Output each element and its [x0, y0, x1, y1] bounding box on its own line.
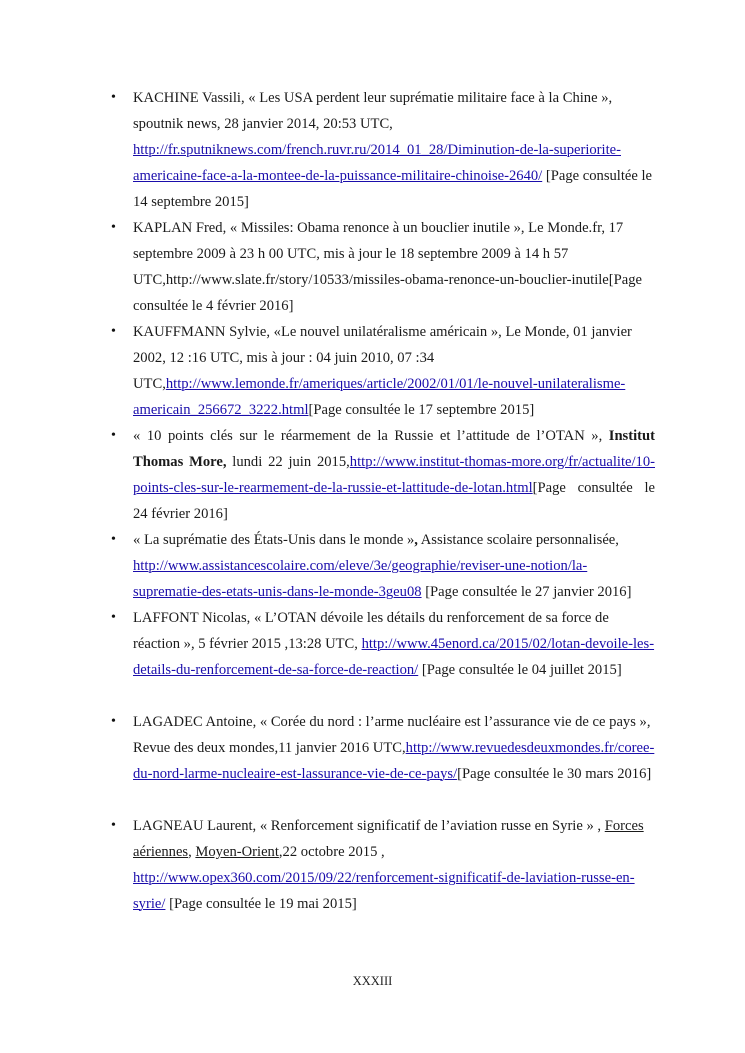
reference-text: « La suprématie des États-Unis dans le monde »	[133, 532, 415, 548]
reference-consulted: [Page consultée le 17 septembre 2015]	[308, 402, 535, 418]
list-item	[133, 813, 655, 917]
reference-link[interactable]: http://www.lemonde.fr/ameriques/article/2002/01/01/le-nouvel-unilateralisme-americain_256672_3222.html	[133, 376, 626, 418]
list-item	[133, 85, 655, 215]
reference-consulted: [Page consultée le 30 mars 2016]	[457, 766, 652, 782]
reference-tag-moyen-orient[interactable]: Moyen-Orient	[195, 844, 279, 860]
reference-link[interactable]: http://fr.sputniknews.com/french.ruvr.ru/2014_01_28/Diminution-de-la-superiorite-americaine-face-a-la-montee-de-la-puissance-militaire-chinoise-2640/	[133, 142, 621, 184]
page-number: XXXIII	[352, 974, 393, 988]
reference-link[interactable]: http://www.assistancescolaire.com/eleve/3e/geographie/reviser-une-notion/la-suprematie-des-etats-unis-dans-le-monde-3geu08	[133, 558, 588, 600]
bibliography-list	[133, 85, 655, 917]
reference-consulted: [Page consultée le 04 juillet 2015]	[418, 662, 622, 678]
reference-date: lundi 22 juin 2015,	[226, 454, 350, 470]
list-item	[133, 423, 655, 527]
reference-text: KAUFFMANN Sylvie, «Le nouvel unilatéralisme américain », Le Monde, 01 janvier 2002, 12 :16 UTC, mis à jour : 04 juin 2010, 07 :34 UTC,	[133, 324, 632, 392]
reference-consulted: [Page consultée le 24 février 2016]	[133, 480, 655, 522]
reference-tag-forces-aeriennes[interactable]: Forces aériennes	[133, 818, 644, 860]
reference-text: LAFFONT Nicolas, « L’OTAN dévoile les détails du renforcement de sa force de réaction », 5 février 2015 ,13:28 UTC,	[133, 610, 609, 652]
reference-source: Assistance scolaire personnalisée,	[417, 532, 619, 548]
reference-text: KACHINE Vassili, « Les USA perdent leur suprématie militaire face à la Chine », spoutnik news, 28 janvier 2014, 20:53 UTC,	[133, 90, 613, 132]
reference-tag-separator: ,	[188, 844, 196, 860]
reference-text: LAGNEAU Laurent, « Renforcement significatif de l’aviation russe en Syrie » ,	[133, 818, 605, 834]
reference-consulted: [Page consultée le 27 janvier 2016]	[421, 584, 632, 600]
reference-separator: ,	[414, 532, 418, 548]
list-item	[133, 319, 655, 423]
reference-date: ,22 octobre 2015 ,	[278, 844, 385, 860]
list-item	[133, 709, 655, 813]
reference-publisher: Institut Thomas More,	[133, 428, 655, 470]
reference-text: « 10 points clés sur le réarmement de la Russie et l’attitude de l’OTAN »,	[133, 428, 609, 444]
reference-link[interactable]: http://www.revuedesdeuxmondes.fr/coree-du-nord-larme-nucleaire-est-lassurance-vie-de-ce-pays/	[133, 740, 655, 782]
reference-link[interactable]: http://www.institut-thomas-more.org/fr/actualite/10-points-cles-sur-le-rearmement-de-la-russie-et-lattitude-de-lotan.html	[133, 454, 655, 496]
list-item	[133, 605, 655, 709]
list-item	[133, 215, 655, 319]
reference-consulted: [Page consultée le 19 mai 2015]	[165, 896, 357, 912]
reference-consulted: [Page consultée le 14 septembre 2015]	[133, 168, 653, 210]
list-item	[133, 527, 655, 605]
reference-text: KAPLAN Fred, « Missiles: Obama renonce à un bouclier inutile », Le Monde.fr, 17 septembre 2009 à 23 h 00 UTC, mis à jour le 18 septembre 2009 à 14 h 57 UTC,http://www.slate.fr/story/10533/missiles-obama-renonce-un-bouclier-inutile[Page consultée le 4 février 2016]	[133, 220, 643, 314]
reference-link[interactable]: http://www.opex360.com/2015/09/22/renforcement-significatif-de-laviation-russe-en-syrie/	[133, 870, 635, 912]
reference-link[interactable]: http://www.45enord.ca/2015/02/lotan-devoile-les-details-du-renforcement-de-sa-force-de-reaction/	[133, 636, 655, 678]
reference-text: LAGADEC Antoine, « Corée du nord : l’arme nucléaire est l’assurance vie de ce pays », Revue des deux mondes,11 janvier 2016 UTC,	[133, 714, 651, 756]
